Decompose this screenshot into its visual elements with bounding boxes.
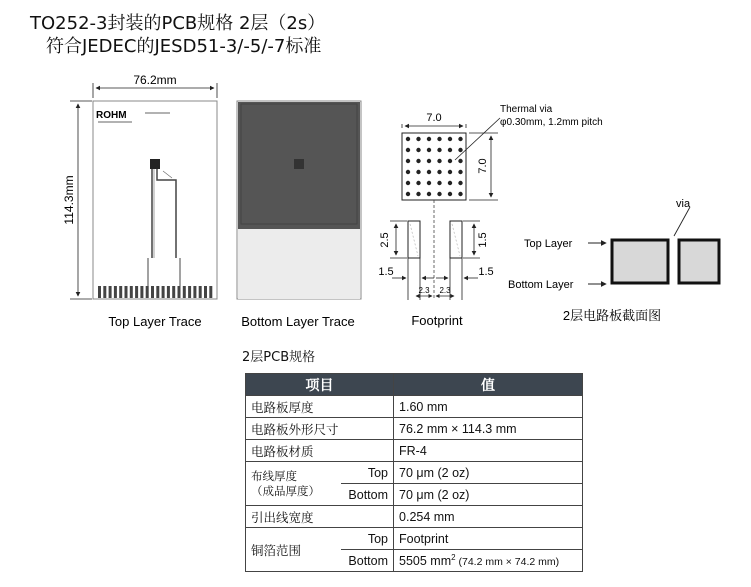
connector-finger: [114, 286, 117, 298]
footprint-drawing: [378, 104, 602, 300]
title-line-2: 符合JEDEC的JESD51-3/-5/-7标准: [46, 36, 322, 57]
connector-finger: [209, 286, 212, 298]
connector-finger: [199, 286, 202, 298]
thermal-via-spec: φ0.30mm, 1.2mm pitch: [500, 117, 603, 128]
thermal-via: [437, 137, 441, 141]
thermal-via: [448, 170, 452, 174]
thermal-via: [427, 137, 431, 141]
thermal-via: [427, 159, 431, 163]
cross-section-caption: 2层电路板截面图: [562, 308, 662, 323]
row-value-thickness: 1.60 mm: [394, 396, 583, 418]
row-label-trace-width: 引出线宽度: [246, 506, 394, 528]
copper-area: 5505 mm: [399, 554, 452, 569]
thermal-via: [437, 181, 441, 185]
bottom-layer-label: Bottom Layer: [508, 279, 574, 291]
connector-finger: [103, 286, 106, 298]
header-item: 项目: [246, 374, 394, 396]
footprint-caption: Footprint: [411, 313, 463, 328]
table-row: [246, 462, 583, 484]
thermal-via: [458, 170, 462, 174]
thermal-via: [448, 159, 452, 163]
header-value: 值: [394, 374, 583, 396]
thermal-via: [406, 170, 410, 174]
bottom-layer-caption: Bottom Layer Trace: [241, 314, 355, 329]
row-label-thickness: 电路板厚度: [246, 396, 394, 418]
connector-finger: [178, 286, 181, 298]
wire-bottom-value: 70 μm (2 oz): [394, 484, 583, 506]
table-row: [246, 418, 583, 440]
thermal-via-label: Thermal via: [500, 104, 553, 115]
cross-section: [508, 198, 719, 291]
connector-finger: [109, 286, 112, 298]
lead-length-left: 2.5: [379, 232, 391, 248]
lead-length-right: 1.5: [477, 232, 489, 248]
connector-finger: [98, 286, 101, 298]
row-label-copper: 铜箔范围: [246, 528, 342, 572]
thermal-via: [458, 159, 462, 163]
copper-bottom-value: [394, 550, 583, 572]
thermal-pad: [402, 133, 466, 200]
thermal-via: [448, 181, 452, 185]
copper-area-unit-sup: 2: [451, 552, 456, 562]
wire-label-1: 布线厚度: [251, 468, 297, 483]
wire-label-2: （成品厚度）: [251, 483, 320, 498]
brand-logo: ROHM: [96, 110, 127, 121]
connector-finger: [125, 286, 128, 298]
table-row: [246, 396, 583, 418]
row-value-outline: 76.2 mm × 114.3 mm: [394, 418, 583, 440]
copper-top-label: Top: [341, 528, 394, 550]
copper-bottom-label: Bottom: [341, 550, 394, 572]
board-height-label: 114.3mm: [62, 175, 76, 225]
pad-width-label: 7.0: [426, 112, 442, 124]
top-layer-board: [62, 73, 217, 299]
thermal-via: [437, 192, 441, 196]
thermal-via: [406, 159, 410, 163]
thermal-via: [437, 148, 441, 152]
thermal-via: [406, 192, 410, 196]
connector-finger: [140, 286, 143, 298]
thermal-via: [416, 192, 420, 196]
thermal-via: [406, 181, 410, 185]
top-layer-label: Top Layer: [524, 238, 573, 250]
table-title: 2层PCB规格: [242, 350, 316, 365]
pad-height-label: 7.0: [477, 158, 489, 174]
connector-finger: [135, 286, 138, 298]
thermal-via: [448, 192, 452, 196]
lead-width-right: 1.5: [478, 266, 494, 278]
row-value-material: FR-4: [394, 440, 583, 462]
top-layer-caption: Top Layer Trace: [108, 314, 202, 329]
connector-finger: [172, 286, 175, 298]
connector-finger: [130, 286, 133, 298]
title-line-1: TO252-3封装的PCB规格 2层（2s）: [30, 13, 326, 34]
thermal-via: [458, 181, 462, 185]
thermal-via: [427, 181, 431, 185]
connector-finger: [183, 286, 186, 298]
bottom-layer-board: [237, 101, 361, 299]
thermal-via: [416, 159, 420, 163]
wire-top-label: Top: [341, 462, 394, 484]
thermal-via: [416, 170, 420, 174]
board-width-label: 76.2mm: [133, 73, 177, 87]
connector-finger: [162, 286, 165, 298]
wire-top-value: 70 μm (2 oz): [394, 462, 583, 484]
thermal-via: [427, 170, 431, 174]
connector-finger: [193, 286, 196, 298]
wire-bottom-label: Bottom: [341, 484, 394, 506]
table-row: [246, 440, 583, 462]
package-pad: [150, 159, 160, 169]
connector-finger: [151, 286, 154, 298]
thermal-via: [448, 137, 452, 141]
thermal-via: [416, 181, 420, 185]
copper-top-value: Footprint: [394, 528, 583, 550]
thermal-via: [416, 148, 420, 152]
connector-finger: [156, 286, 159, 298]
copper-area-detail: (74.2 mm × 74.2 mm): [455, 556, 560, 569]
lead-gap-left: 2.3: [418, 286, 430, 295]
thermal-via: [427, 192, 431, 196]
row-label-material: 电路板材质: [246, 440, 394, 462]
lead-width-left: 1.5: [378, 266, 394, 278]
thermal-via: [458, 192, 462, 196]
connector-finger: [146, 286, 149, 298]
thermal-via: [416, 137, 420, 141]
thermal-via: [406, 137, 410, 141]
pcb-spec-table: [245, 373, 583, 572]
table-header: [246, 374, 583, 396]
lead-gap-right: 2.3: [439, 286, 451, 295]
connector-finger: [119, 286, 122, 298]
thermal-via: [458, 137, 462, 141]
thermal-via: [458, 148, 462, 152]
connector-finger: [167, 286, 170, 298]
table-row: [246, 528, 583, 550]
thermal-via: [437, 159, 441, 163]
row-label-outline: 电路板外形尺寸: [246, 418, 394, 440]
row-label-wire: [246, 462, 342, 506]
thermal-via: [448, 148, 452, 152]
table-row: [246, 506, 583, 528]
thermal-via: [406, 148, 410, 152]
connector-finger: [188, 286, 191, 298]
via-label: via: [676, 198, 691, 210]
thermal-via: [437, 170, 441, 174]
connector-finger: [204, 286, 207, 298]
thermal-via: [427, 148, 431, 152]
row-value-trace-width: 0.254 mm: [394, 506, 583, 528]
